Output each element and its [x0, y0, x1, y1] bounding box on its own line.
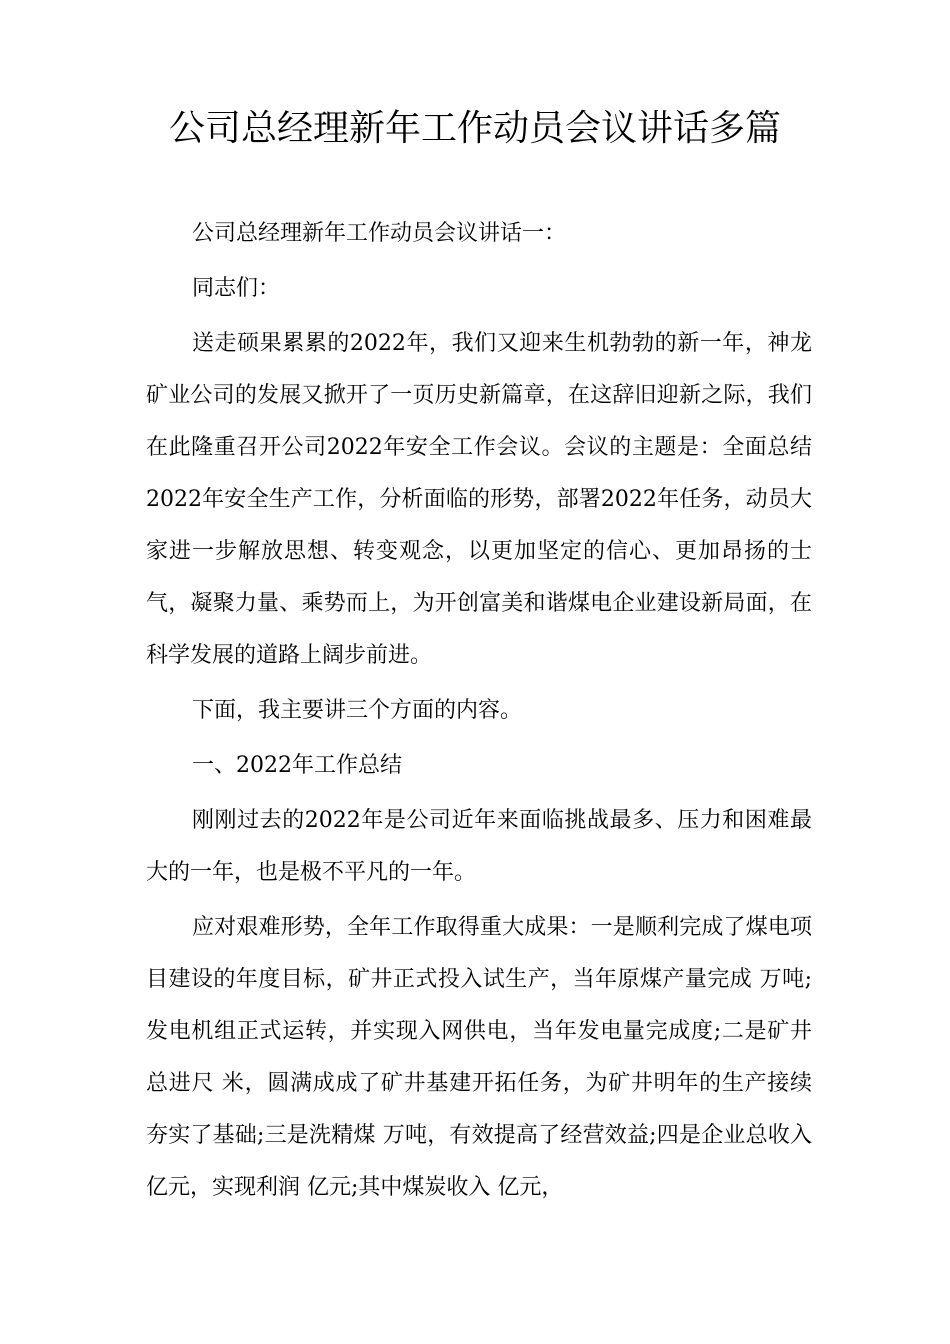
- document-body: [146, 208, 812, 1214]
- paragraph-achievements: 应对艰难形势，全年工作取得重大成果：一是顺利完成了煤电项目建设的年度目标，矿井正式投入试生产，当年原煤产量完成 万吨;发电机组正式运转，并实现入网供电，当年发电量完成度;二是矿井总进尺 米，圆满成成了矿井基建开拓任务，为矿井明年的生产接续夯实了基础;三是洗精煤 万吨，有效提高了经营效益;四是企业总收入 亿元，实现利润 亿元;其中煤炭收入 亿元，: [146, 915, 812, 1200]
- document-title: 公司总经理新年工作动员会议讲话多篇: [168, 108, 781, 149]
- section-heading-summary: 一、2022年工作总结: [192, 753, 402, 778]
- paragraph-salutation: 同志们：: [192, 276, 281, 301]
- paragraph-opening: 送走硕果累累的2022年，我们又迎来生机勃勃的新一年，神龙矿业公司的发展又掀开了一页历史新篇章，在这辞旧迎新之际，我们在此隆重召开公司2022年安全工作会议。会议的主题是：全面总结2022年安全生产工作，分析面临的形势，部署2022年任务，动员大家进一步解放思想、转变观念，以更加坚定的信心、更加昂扬的士气，凝聚力量、乘势而上，为开创富美和谐煤电企业建设新局面，在科学发展的道路上阔步前进。: [146, 331, 812, 668]
- paragraph-outline: 下面，我主要讲三个方面的内容。: [192, 698, 523, 723]
- paragraph-year-review: 刚刚过去的2022年是公司近年来面临挑战最多、压力和困难最大的一年，也是极不平凡的一年。: [146, 808, 812, 885]
- paragraph-speech-heading: 公司总经理新年工作动员会议讲话一：: [192, 221, 567, 246]
